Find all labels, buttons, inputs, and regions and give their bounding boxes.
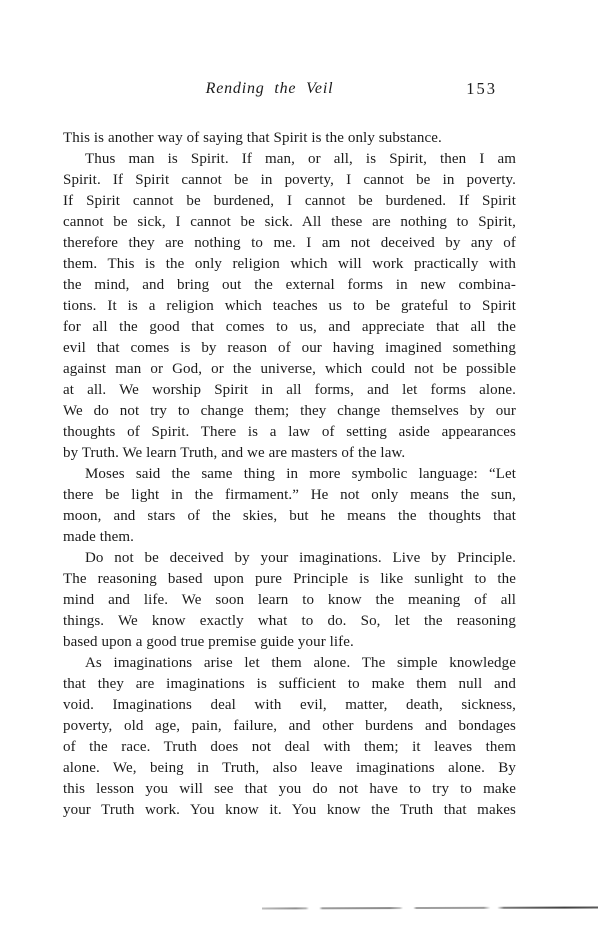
text-line: This is another way of saying that Spirit is the only substance.	[63, 130, 442, 146]
text-line: of the race. Truth does not deal with them; it leaves them	[63, 739, 516, 755]
text-line: As imaginations arise let them alone. The simple knowledge	[85, 655, 516, 671]
text-line: made them.	[63, 529, 134, 545]
text-line: If Spirit cannot be burdened, I cannot be burdened. If Spirit	[63, 193, 516, 209]
text-line: your Truth work. You know it. You know the Truth that makes	[63, 802, 516, 818]
text-line: things. We know exactly what to do. So, let the reasoning	[63, 613, 516, 629]
text-line: Moses said the same thing in more symbolic language: “Let	[85, 466, 516, 482]
text-line: there be light in the firmament.” He not only means the sun,	[63, 487, 516, 503]
text-line: We do not try to change them; they change themselves by our	[63, 403, 516, 419]
running-header	[63, 78, 516, 100]
text-line: evil that comes is by reason of our having imagined something	[63, 340, 516, 356]
text-line: this lesson you will see that you do not have to try to make	[63, 781, 516, 797]
text-line: Spirit. If Spirit cannot be in poverty, I cannot be in poverty.	[63, 172, 516, 188]
text-line: for all the good that comes to us, and appreciate that all the	[63, 319, 516, 335]
text-line: mind and life. We soon learn to know the meaning of all	[63, 592, 516, 608]
text-line: therefore they are nothing to me. I am not deceived by any of	[63, 235, 516, 251]
scan-artifact-line	[262, 907, 598, 910]
text-line: by Truth. We learn Truth, and we are masters of the law.	[63, 445, 406, 461]
text-line: the mind, and bring out the external forms in new combina-	[63, 277, 516, 293]
page-number: 153	[466, 79, 497, 98]
text-line: poverty, old age, pain, failure, and other burdens and bondages	[63, 718, 516, 734]
text-line: that they are imaginations is sufficient to make them null and	[63, 676, 516, 692]
text-line: Do not be deceived by your imaginations. Live by Principle.	[85, 550, 516, 566]
text-line: moon, and stars of the skies, but he means the thoughts that	[63, 508, 516, 524]
text-line: tions. It is a religion which teaches us to be grateful to Spirit	[63, 298, 516, 314]
text-line: at all. We worship Spirit in all forms, and let forms alone.	[63, 382, 516, 398]
text-line: based upon a good true premise guide your life.	[63, 634, 354, 650]
text-line: against man or God, or the universe, which could not be possible	[63, 361, 516, 377]
text-line: thoughts of Spirit. There is a law of setting aside appearances	[63, 424, 516, 440]
text-line: The reasoning based upon pure Principle is like sunlight to the	[63, 571, 516, 587]
text-block	[63, 128, 516, 821]
text-line: them. This is the only religion which will work practically with	[63, 256, 516, 272]
text-line: void. Imaginations deal with evil, matter, death, sickness,	[63, 697, 516, 713]
text-line: cannot be sick, I cannot be sick. All these are nothing to Spirit,	[63, 214, 516, 230]
text-line: Thus man is Spirit. If man, or all, is Spirit, then I am	[85, 151, 516, 167]
text-line: alone. We, being in Truth, also leave imaginations alone. By	[63, 760, 516, 776]
page-header-title: Rending the Veil	[205, 80, 334, 97]
